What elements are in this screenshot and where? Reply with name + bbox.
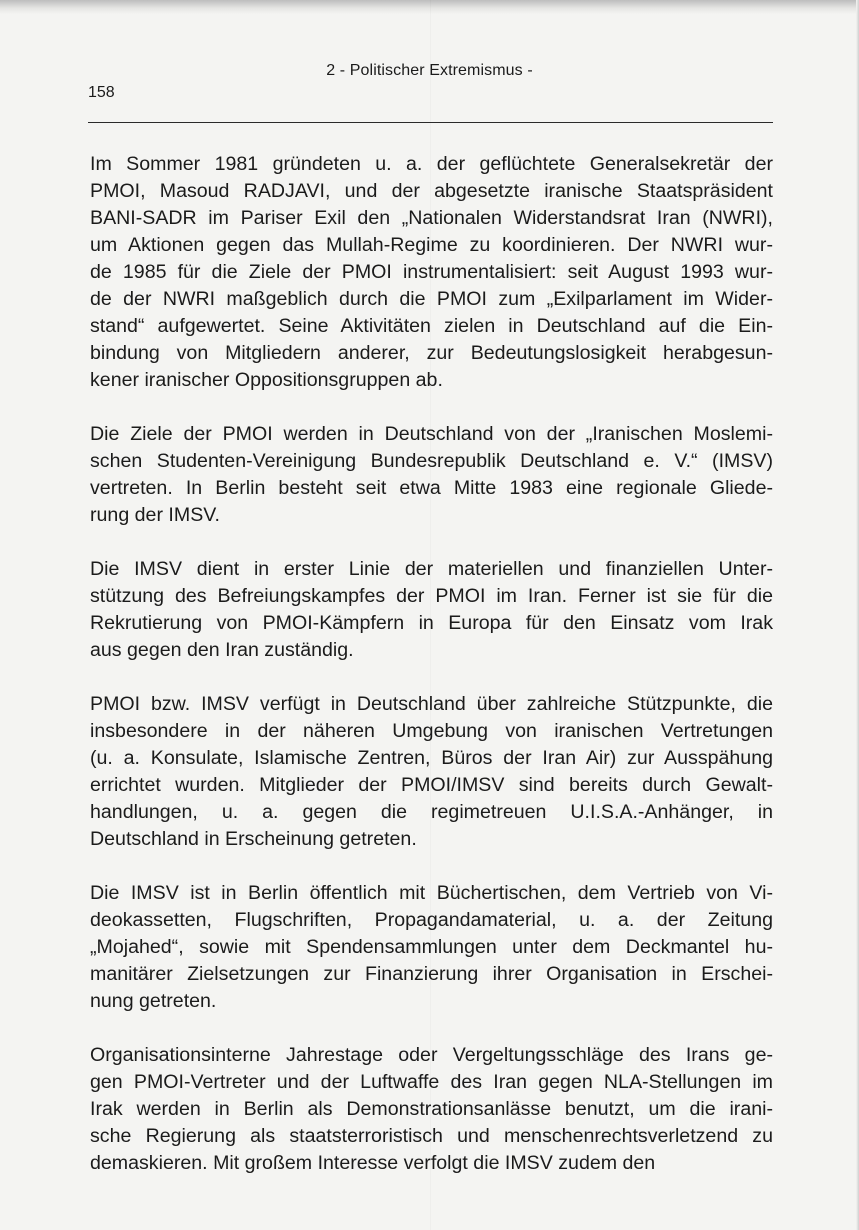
text-line: PMOI, Masoud RADJAVI, und der abgesetzte iranische Staatspräsident: [90, 180, 773, 202]
text-line: PMOI bzw. IMSV verfügt in Deutschland über zahlreiche Stützpunkte, die: [90, 693, 773, 715]
text-line: insbesondere in der näheren Umgebung von iranischen Vertretungen: [90, 720, 773, 742]
text-line: Irak werden in Berlin als Demonstrationsanlässe benutzt, um die irani-: [90, 1098, 773, 1120]
paragraph: [90, 556, 773, 664]
text-line: Rekrutierung von PMOI-Kämpfern in Europa für den Einsatz vom Irak: [90, 612, 773, 634]
text-line: stand“ aufgewertet. Seine Aktivitäten zielen in Deutschland auf die Ein-: [90, 315, 773, 337]
text-line: vertreten. In Berlin besteht seit etwa Mitte 1983 eine regionale Gliede-: [90, 477, 773, 499]
text-line: rung der IMSV.: [90, 504, 220, 526]
page-number: 158: [88, 84, 115, 101]
text-line: Im Sommer 1981 gründeten u. a. der geflüchtete Generalsekretär der: [90, 153, 773, 175]
paragraph: [90, 880, 773, 1015]
text-line: Die Ziele der PMOI werden in Deutschland von der „Iranischen Moslemi-: [90, 423, 773, 445]
paragraph: [90, 151, 773, 394]
text-line: Die IMSV ist in Berlin öffentlich mit Büchertischen, dem Vertrieb von Vi-: [90, 882, 773, 904]
text-line: BANI-SADR im Pariser Exil den „Nationalen Widerstandsrat Iran (NWRI),: [90, 207, 773, 229]
text-line: manitärer Zielsetzungen zur Finanzierung ihrer Organisation in Erschei-: [90, 963, 773, 985]
text-line: errichtet wurden. Mitglieder der PMOI/IMSV sind bereits durch Gewalt-: [90, 774, 773, 796]
paragraph: [90, 421, 773, 529]
text-line: Deutschland in Erscheinung getreten.: [90, 828, 417, 850]
paragraph: [90, 691, 773, 853]
paragraph: [90, 1042, 773, 1177]
header-divider: [88, 122, 773, 123]
text-line: kener iranischer Oppositionsgruppen ab.: [90, 369, 443, 391]
text-line: Die IMSV dient in erster Linie der materiellen und finanziellen Unter-: [90, 558, 773, 580]
text-line: sche Regierung als staatsterroristisch und menschenrechtsverletzend zu: [90, 1125, 773, 1147]
running-header-title: 2 - Politischer Extremismus -: [326, 62, 533, 79]
text-line: aus gegen den Iran zuständig.: [90, 639, 354, 661]
text-line: de 1985 für die Ziele der PMOI instrumentalisiert: seit August 1993 wur-: [90, 261, 773, 283]
text-line: schen Studenten-Vereinigung Bundesrepublik Deutschland e. V.“ (IMSV): [90, 450, 773, 472]
text-line: de der NWRI maßgeblich durch die PMOI zum „Exilparlament im Wider-: [90, 288, 773, 310]
text-line: bindung von Mitgliedern anderer, zur Bedeutungslosigkeit herabgesun-: [90, 342, 773, 364]
text-line: handlungen, u. a. gegen die regimetreuen U.I.S.A.-Anhänger, in: [90, 801, 773, 823]
text-line: um Aktionen gegen das Mullah-Regime zu koordinieren. Der NWRI wur-: [90, 234, 773, 256]
text-line: (u. a. Konsulate, Islamische Zentren, Büros der Iran Air) zur Ausspähung: [90, 747, 773, 769]
text-line: „Mojahed“, sowie mit Spendensammlungen unter dem Deckmantel hu-: [90, 936, 773, 958]
text-line: demaskieren. Mit großem Interesse verfolgt die IMSV zudem den: [90, 1152, 656, 1174]
document-body: [90, 151, 773, 1177]
text-line: deokassetten, Flugschriften, Propagandamaterial, u. a. der Zeitung: [90, 909, 773, 931]
text-line: stützung des Befreiungskampfes der PMOI im Iran. Ferner ist sie für die: [90, 585, 773, 607]
text-line: nung getreten.: [90, 990, 217, 1012]
text-line: gen PMOI-Vertreter und der Luftwaffe des Iran gegen NLA-Stellungen im: [90, 1071, 773, 1093]
text-line: Organisationsinterne Jahrestage oder Vergeltungsschläge des Irans ge-: [90, 1044, 773, 1066]
